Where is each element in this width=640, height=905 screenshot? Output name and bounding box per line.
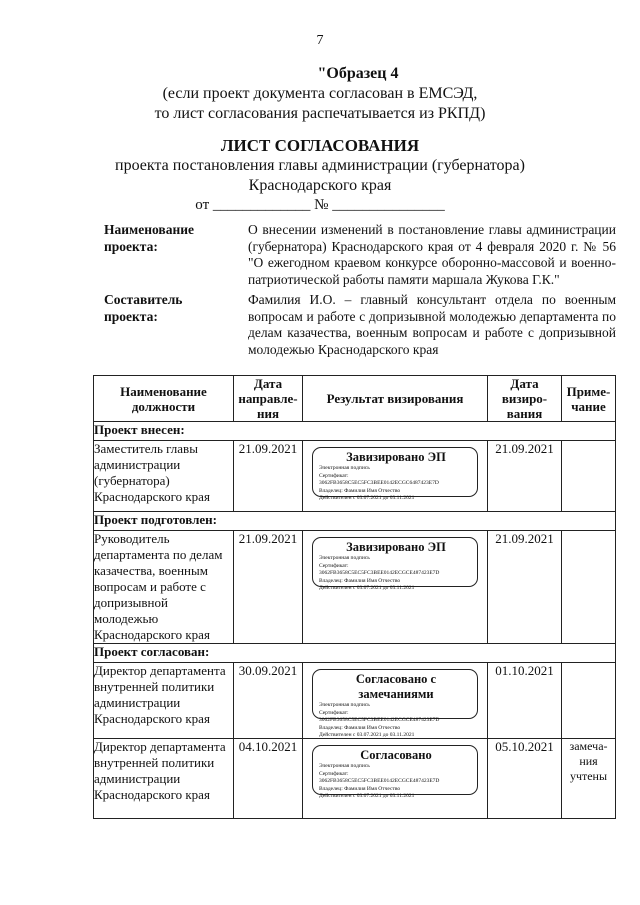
title-main: ЛИСТ СОГЛАСОВАНИЯ — [220, 136, 420, 155]
row-result — [303, 531, 488, 644]
project-author-label: Составитель проекта: — [104, 292, 183, 324]
header-date-visa: Дата визиро-вания — [488, 376, 562, 422]
header-position: Наименование должности — [94, 376, 234, 422]
row-position: Руководитель департамента по делам казачества, военным вопросам и работе с допризывной молодежью Краснодарского края — [94, 531, 234, 644]
section-row — [94, 422, 616, 441]
stamp-cert-label: Сертификат: — [319, 562, 349, 569]
stamp-cert: 3062FB3658C5EC5FC3BEE0142ECGCE487423E7D — [319, 717, 440, 724]
stamp-owner: Владелец: Фамилия Имя Отчество — [319, 487, 401, 494]
row-result — [303, 663, 488, 739]
stamp-valid: Действителен с 03.07.2021 до 03.11.2021 — [319, 495, 415, 502]
section-prepared: Проект подготовлен: — [94, 512, 616, 531]
stamp-sig-label: Электронная подпись — [319, 702, 370, 708]
header-date-sent: Дата направле-ния — [234, 376, 303, 422]
stamp-owner: Владелец: Фамилия Имя Отчество — [319, 724, 401, 731]
table-row — [94, 531, 616, 644]
sample-note-line-2: то лист согласования распечатывается из РКПД) — [154, 105, 486, 122]
row-date-visa: 21.09.2021 — [488, 531, 562, 644]
page-number: 7 — [316, 33, 324, 48]
row-date-visa: 01.10.2021 — [488, 663, 562, 739]
row-date-sent: 04.10.2021 — [234, 739, 303, 819]
stamp-sig-label: Электронная подпись — [319, 555, 370, 561]
signature-stamp — [312, 447, 478, 502]
stamp-valid: Действителен с 03.07.2021 до 03.11.2021 — [319, 585, 415, 592]
project-name-value: О внесении изменений в постановление главы администрации (губернатора) Краснодарского края от 4 февраля 2020 г. № 56 "О ежегодном краевом конкурсе оборонно-массовой и военно-патриотической работы памяти маршала Жукова Г.К." — [248, 222, 616, 287]
table-header-row — [94, 376, 616, 422]
stamp-status: Согласовано — [360, 748, 432, 762]
table-row — [94, 441, 616, 512]
stamp-cert: 3062FB3658C5EC5FC3BEE0142ECGCE487423E7D — [319, 778, 440, 785]
table-row — [94, 663, 616, 739]
stamp-cert-label: Сертификат: — [319, 472, 349, 479]
header-remark: Приме-чание — [562, 376, 616, 422]
row-position: Директор департамента внутренней политики администрации Краснодарского края — [94, 663, 234, 739]
row-result — [303, 441, 488, 512]
stamp-sig-label: Электронная подпись — [319, 763, 370, 769]
project-name-block — [104, 222, 616, 288]
stamp-cert-label: Сертификат: — [319, 770, 349, 777]
stamp-cert: 3062FB3658C5EC5FC3BEE0142ECGCE487423E7D — [319, 570, 440, 577]
project-name-label: Наименование проекта: — [104, 222, 194, 254]
sample-header — [0, 64, 640, 124]
row-date-sent: 21.09.2021 — [234, 531, 303, 644]
signature-stamp — [312, 745, 478, 800]
row-date-sent: 30.09.2021 — [234, 663, 303, 739]
stamp-status: Завизировано ЭП — [346, 450, 446, 464]
document-title — [0, 135, 640, 215]
row-remark — [562, 663, 616, 739]
stamp-valid: Действителен с 03.07.2021 до 03.11.2021 — [319, 732, 415, 739]
row-result — [303, 739, 488, 819]
stamp-owner: Владелец: Фамилия Имя Отчество — [319, 577, 401, 584]
section-row — [94, 644, 616, 663]
stamp-status: Завизировано ЭП — [346, 540, 446, 554]
table-row — [94, 739, 616, 819]
signature-stamp — [312, 537, 478, 592]
row-remark — [562, 441, 616, 512]
row-date-visa: 21.09.2021 — [488, 441, 562, 512]
section-row — [94, 512, 616, 531]
sample-label: "Образец 4 — [317, 65, 399, 82]
project-author-value: Фамилия И.О. – главный консультант отдела по военным вопросам и работе с допризывной молодежью департамента по делам казачества, военным вопросам и работе с допризывной молодежью Краснодарского края — [248, 292, 616, 357]
stamp-valid: Действителен с 03.07.2021 до 03.11.2021 — [319, 793, 415, 800]
signature-stamp — [312, 669, 478, 739]
stamp-sig-label: Электронная подпись — [319, 465, 370, 471]
row-remark: замеча-ния учтены — [562, 739, 616, 819]
header-result: Результат визирования — [303, 376, 488, 422]
project-author-block — [104, 292, 616, 358]
row-position: Заместитель главы администрации (губернатора) Краснодарского края — [94, 441, 234, 512]
title-line-2: проекта постановления главы администрации (губернатора) — [115, 157, 525, 174]
sample-note-line-1: (если проект документа согласован в ЕМСЭД, — [162, 85, 478, 102]
row-position: Директор департамента внутренней политики администрации Краснодарского края — [94, 739, 234, 819]
stamp-cert: 3062FB3658C5EC5FC3BEE0142ECGC6487423E7D — [319, 480, 439, 487]
section-introduced: Проект внесен: — [94, 422, 616, 441]
title-from-number: от _____________ № _______________ — [195, 197, 445, 213]
stamp-status: Согласовано с замечаниями — [355, 672, 437, 701]
row-date-sent: 21.09.2021 — [234, 441, 303, 512]
stamp-owner: Владелец: Фамилия Имя Отчество — [319, 785, 401, 792]
row-remark — [562, 531, 616, 644]
stamp-cert-label: Сертификат: — [319, 709, 349, 716]
row-date-visa: 05.10.2021 — [488, 739, 562, 819]
approval-table — [93, 375, 616, 819]
title-line-3: Краснодарского края — [248, 177, 392, 194]
section-approved: Проект согласован: — [94, 644, 616, 663]
